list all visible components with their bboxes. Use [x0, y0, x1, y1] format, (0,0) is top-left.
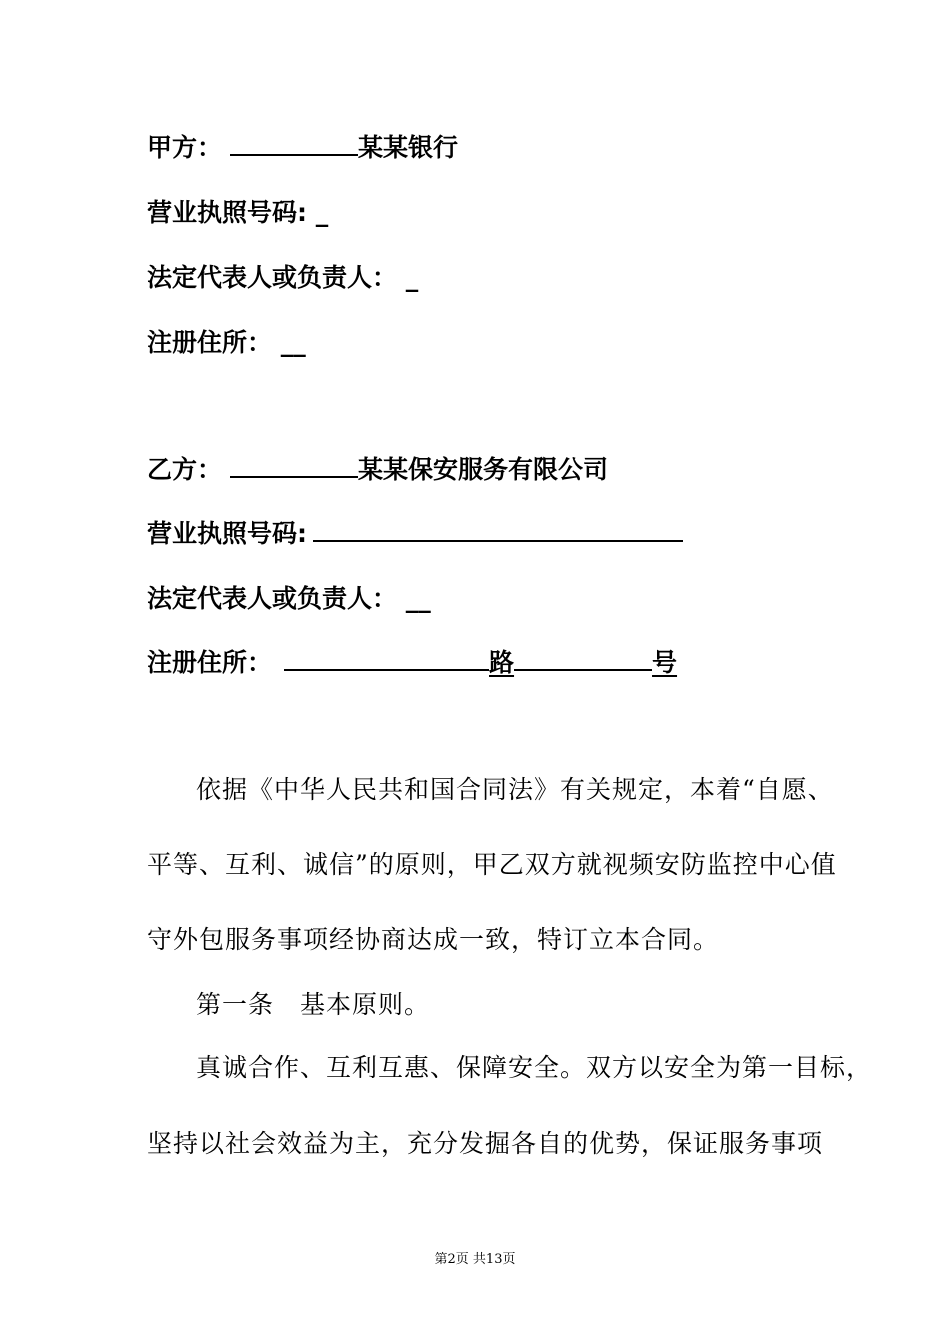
- paragraph-line-5: 真诚合作、互利互惠、保障安全。双方以安全为第一目标，: [196, 1053, 873, 1082]
- party-a-address-line: [147, 323, 306, 359]
- party-b-line: [147, 450, 608, 486]
- party-b-address-label: 注册住所：: [147, 648, 273, 677]
- party-a-address-value: __: [280, 328, 306, 357]
- party-a-line: [147, 128, 458, 164]
- party-a-address-label: 注册住所：: [147, 328, 273, 357]
- party-b-rep-line: [147, 579, 431, 615]
- party-b-rep-value: __: [405, 584, 431, 613]
- party-b-address-road: 路: [489, 648, 515, 677]
- paragraph-line-2: 平等、互利、诚信”的原则，甲乙双方就视频安防监控中心值: [147, 850, 837, 879]
- party-b-address-number: 号: [652, 648, 678, 677]
- party-b-label: 乙方：: [147, 455, 223, 484]
- party-b-blank: [230, 452, 358, 478]
- party-a-rep-label: 法定代表人或负责人：: [147, 263, 398, 292]
- party-b-license-label: 营业执照号码:: [147, 519, 307, 548]
- party-a-license-value: _: [315, 198, 329, 227]
- party-b-address-blank-2: [514, 645, 652, 671]
- paragraph-line-3: 守外包服务事项经协商达成一致，特订立本合同。: [147, 925, 720, 954]
- party-b-license-line: [147, 514, 683, 550]
- party-a-rep-line: [147, 258, 418, 294]
- party-b-address-blank-1: [284, 645, 489, 671]
- party-b-name: 某某保安服务有限公司: [358, 455, 609, 484]
- party-a-license-line: [147, 193, 328, 229]
- party-a-rep-value: _: [405, 263, 419, 292]
- article-1-heading: 第一条 基本原则。: [196, 990, 431, 1019]
- party-b-address-line: [147, 643, 677, 679]
- party-b-license-blank: [313, 516, 683, 542]
- paragraph-line-6: 坚持以社会效益为主，充分发掘各自的优势，保证服务事项: [147, 1129, 824, 1158]
- party-a-license-label: 营业执照号码:: [147, 198, 307, 227]
- paragraph-line-1: 依据《中华人民共和国合同法》有关规定，本着“自愿、: [196, 775, 834, 804]
- party-a-blank: [230, 130, 358, 156]
- page-footer: 第2页 共13页: [434, 1252, 516, 1267]
- party-b-rep-label: 法定代表人或负责人：: [147, 584, 398, 613]
- party-a-name: 某某银行: [358, 133, 459, 162]
- party-a-label: 甲方：: [147, 133, 223, 162]
